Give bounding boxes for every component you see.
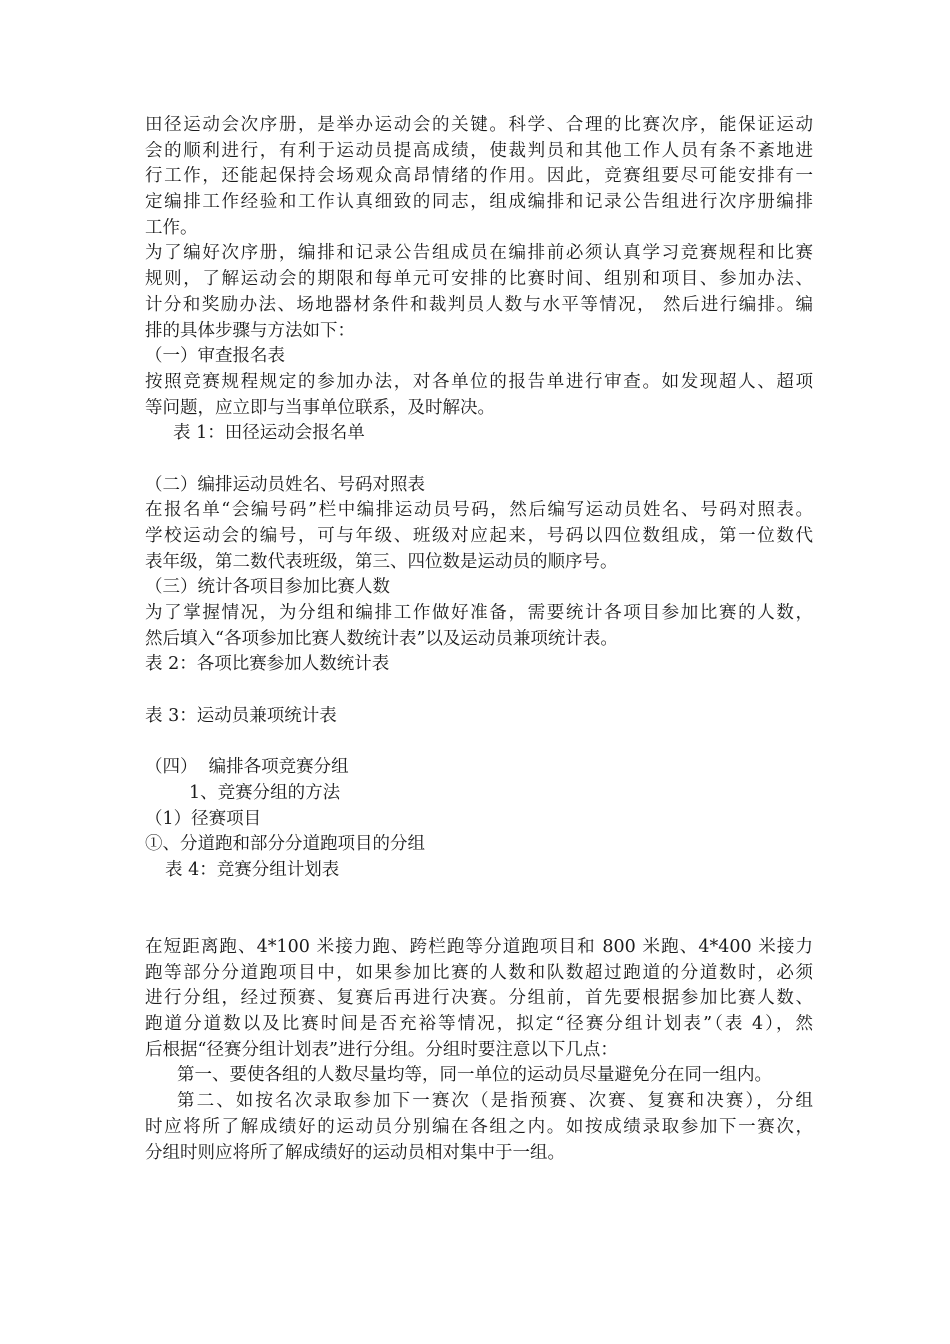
paragraph-line: 为了编好次序册，编排和记录公告组成员在编排前必须认真学习竞赛规程和比赛 <box>145 243 813 264</box>
paragraph-line: 表年级，第二数代表班级，第三、四位数是运动员的顺序号。 <box>145 551 618 572</box>
paragraph-line: 在报名单“会编号码”栏中编排运动员号码，然后编写运动员姓名、号码对照表。 <box>145 500 813 521</box>
paragraph-line: 规则，了解运动会的期限和每单元可安排的比赛时间、组别和项目、参加办法、 <box>145 269 813 290</box>
section-heading: （四） 编排各项竞赛分组 <box>145 757 349 778</box>
blank-line <box>145 884 813 935</box>
section-heading: （三）统计各项目参加比赛人数 <box>145 577 390 598</box>
paragraph-line: 工作。 <box>145 217 198 238</box>
paragraph-line: 排的具体步骤与方法如下： <box>145 320 355 341</box>
table-caption: 表 2：各项比赛参加人数统计表 <box>145 654 390 675</box>
table-caption: 表 1：田径运动会报名单 <box>173 423 365 444</box>
table-caption: 表 4：竞赛分组计划表 <box>165 859 340 880</box>
paragraph-line: 第一、要使各组的人数尽量均等，同一单位的运动员尽量避免分在同一组内。 <box>177 1065 772 1086</box>
blank-line <box>145 730 813 756</box>
blank-line <box>145 678 813 704</box>
subsection-heading: （1）径赛项目 <box>145 808 262 829</box>
section-heading: （一）审查报名表 <box>145 346 285 367</box>
paragraph-line: 按照竞赛规程规定的参加办法，对各单位的报告单进行审查。如发现超人、超项 <box>145 371 813 392</box>
paragraph-line: 进行分组，经过预赛、复赛后再进行决赛。分组前，首先要根据参加比赛人数、 <box>145 988 813 1009</box>
paragraph-line: 在短距离跑、4*100 米接力跑、跨栏跑等分道跑项目和 800 米跑、4*400 米接力 <box>145 937 813 958</box>
paragraph-line: 等问题，应立即与当事单位联系，及时解决。 <box>145 397 495 418</box>
document-body <box>145 113 813 1166</box>
table-caption: 表 3：运动员兼项统计表 <box>145 705 337 726</box>
subsection-heading: ①、分道跑和部分分道跑项目的分组 <box>145 834 425 855</box>
paragraph-line: 时应将所了解成绩好的运动员分别编在各组之内。如按成绩录取参加下一赛次， <box>145 1116 813 1137</box>
paragraph-line: 计分和奖励办法、场地器材条件和裁判员人数与水平等情况， 然后进行编排。编 <box>145 294 813 315</box>
paragraph-line: 定编排工作经验和工作认真细致的同志，组成编排和记录公告组进行次序册编排 <box>145 192 813 213</box>
subsection-heading: 1、竞赛分组的方法 <box>189 782 341 803</box>
paragraph-line: 第二、如按名次录取参加下一赛次（是指预赛、次赛、复赛和决赛），分组 <box>177 1091 813 1112</box>
blank-line <box>145 447 813 473</box>
paragraph-line: 后根据“径赛分组计划表”进行分组。分组时要注意以下几点： <box>145 1039 618 1060</box>
paragraph-line: 学校运动会的编号，可与年级、班级对应起来，号码以四位数组成，第一位数代 <box>145 526 813 546</box>
paragraph-line: 然后填入“各项参加比赛人数统计表”以及运动员兼项统计表。 <box>145 628 618 649</box>
paragraph-line: 会的顺利进行，有利于运动员提高成绩，使裁判员和其他工作人员有条不紊地进 <box>145 140 813 161</box>
paragraph-line: 田径运动会次序册，是举办运动会的关键。科学、合理的比赛次序，能保证运动 <box>145 115 813 135</box>
paragraph-line: 为了掌握情况，为分组和编排工作做好准备，需要统计各项目参加比赛的人数， <box>145 603 813 624</box>
paragraph-line: 行工作，还能起保持会场观众高昂情绪的作用。因此，竞赛组要尽可能安排有一 <box>145 166 813 187</box>
paragraph-line: 跑道分道数以及比赛时间是否充裕等情况，拟定“径赛分组计划表”（表 4），然 <box>145 1014 813 1035</box>
paragraph-line: 分组时则应将所了解成绩好的运动员相对集中于一组。 <box>145 1142 565 1163</box>
section-heading: （二）编排运动员姓名、号码对照表 <box>145 474 425 495</box>
paragraph-line: 跑等部分分道跑项目中，如果参加比赛的人数和队数超过跑道的分道数时，必须 <box>145 962 813 983</box>
